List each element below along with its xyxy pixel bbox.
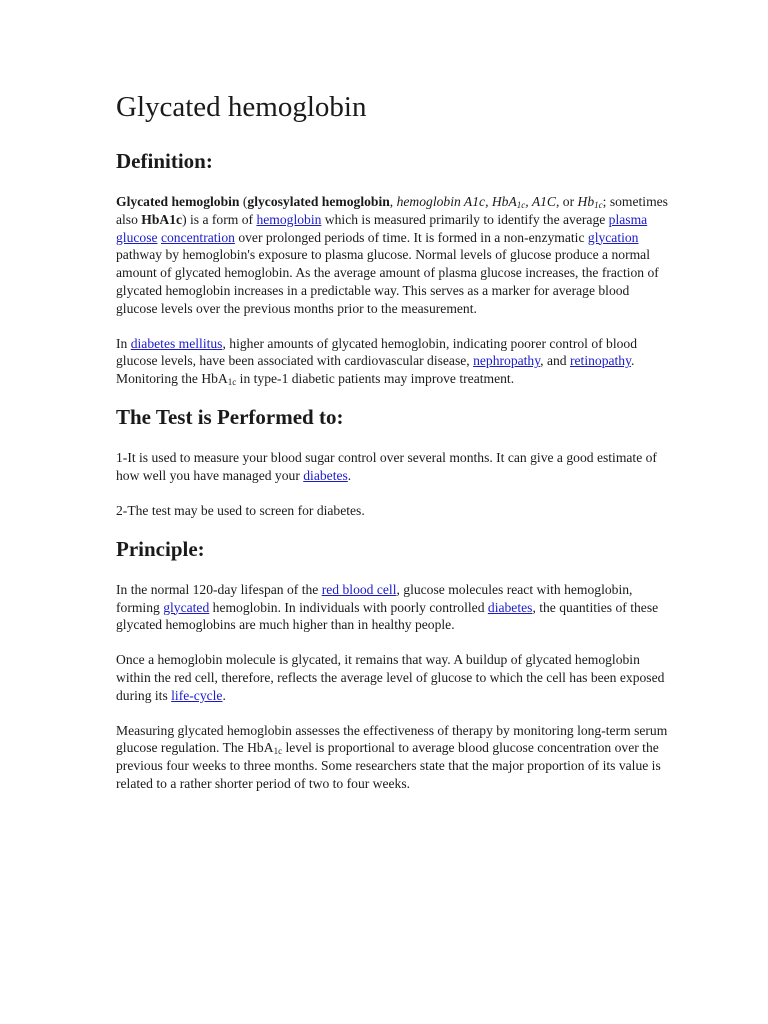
test-paragraph-1: 1-It is used to measure your blood sugar control over several months. It can give a good estimate of how well you have managed your diabetes. [116,450,657,483]
link-glycation[interactable]: glycation [587,229,639,245]
link-life-cycle[interactable]: life-cycle [171,687,223,703]
test-heading: The Test is Performed to: [116,404,344,429]
link-glucose[interactable]: glucose [116,229,158,245]
test-paragraph-2: 2-The test may be used to screen for diabetes. [116,502,365,518]
term-glycosylated-hemoglobin: glycosylated hemoglobin [247,193,390,209]
link-retinopathy[interactable]: retinopathy [569,353,632,369]
principle-paragraph-2: Once a hemoglobin molecule is glycated, it remains that way. A buildup of glycated hemoglobin within the red cell, therefore, reflects the average level of glucose to which the cell has been exposed during its life-cycle. [116,652,665,703]
page-title: Glycated hemoglobin [116,91,367,123]
term-hba1c: HbA1c [141,211,183,227]
definition-heading: Definition: [116,148,213,173]
principle-heading: Principle: [116,536,205,561]
link-concentration[interactable]: concentration [160,229,235,245]
link-plasma[interactable]: plasma [608,211,648,227]
link-hemoglobin[interactable]: hemoglobin [256,211,322,227]
link-nephropathy[interactable]: nephropathy [473,353,541,369]
link-diabetes-2[interactable]: diabetes [487,599,533,615]
link-diabetes[interactable]: diabetes [303,467,348,483]
principle-paragraph-1: In the normal 120-day lifespan of the red blood cell, glucose molecules react with hemoglobin, forming glycated hemoglobin. In individuals with poorly controlled diabetes, the quantities of these glycated hemoglobins are much higher than in healthy people. [116,581,659,633]
definition-paragraph-1: Glycated hemoglobin (glycosylated hemoglobin, hemoglobin A1c, HbA$_{1c}$, A1C, or $Hb_{1c}$; sometimes also HbA1c) is a form of hemoglobin which is measured primarily to identify the average plasma glucose concentration over prolonged periods of time. It is formed in a non-enzymatic glycation pathway by hemoglobin's exposure to plasma glucose. Normal levels of glucose produce a normal amount of glycated hemoglobin. As the average amount of plasma glucose increases, the fraction of glycated hemoglobin increases in a predictable way. This serves as a marker for average blood glucose levels over the previous months prior to the measurement. [116,193,668,316]
link-glycated[interactable]: glycated [163,599,210,615]
link-red-blood-cell[interactable]: red blood cell [321,581,397,597]
principle-paragraph-3: Measuring glycated hemoglobin assesses the effectiveness of therapy by monitoring long-term serum glucose regulation. The HbA$_{1c}$ level is proportional to average blood glucose concentration over the previous four weeks to three months. Some researchers state that the major proportion of its value is related to a rather shorter period of two to four weeks. [116,722,668,791]
term-glycated-hemoglobin: Glycated hemoglobin [116,193,240,209]
definition-paragraph-2: In diabetes mellitus, higher amounts of glycated hemoglobin, indicating poorer control of blood glucose levels, have been associated with cardiovascular disease, nephropathy, and retinopathy. Monitoring the HbA$_{1c}$ in type-1 diabetic patients may improve treatment. [116,335,638,388]
term-hb1c: $Hb_{1c}$ [577,193,603,210]
link-diabetes-mellitus[interactable]: diabetes mellitus [130,335,223,351]
term-hemoglobin-a1c: hemoglobin A1c, HbA$_{1c}$, A1C [396,193,556,210]
